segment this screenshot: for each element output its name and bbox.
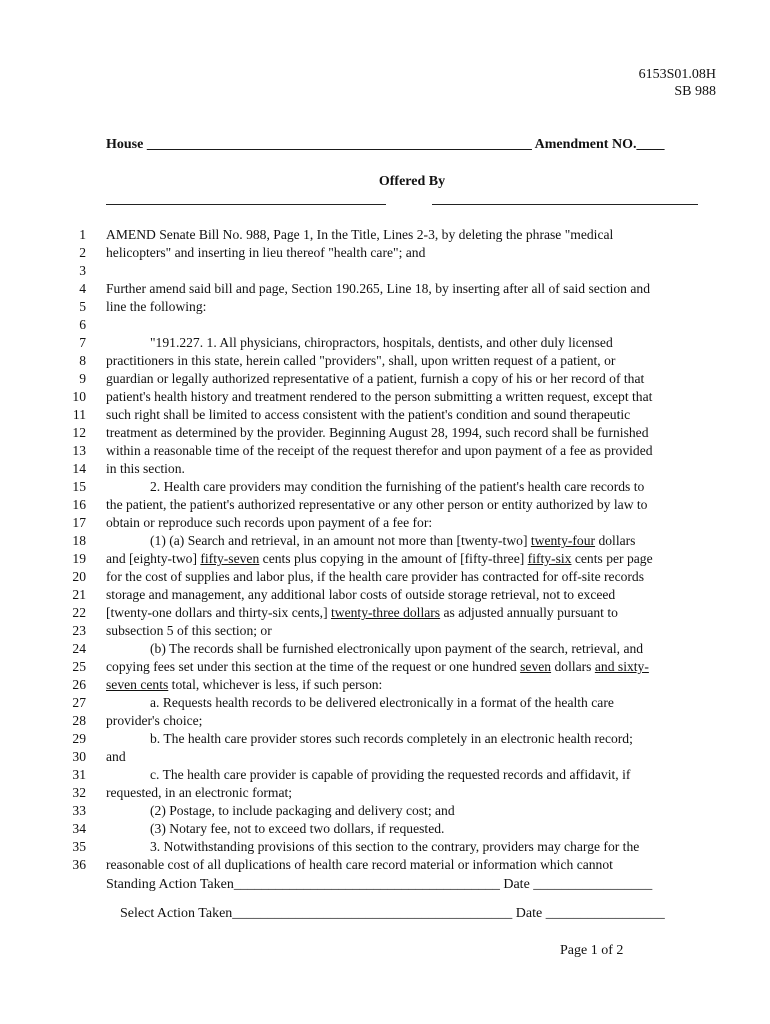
- line-number: 18: [72, 533, 86, 548]
- line-number: 14: [72, 461, 86, 476]
- text-segment: practitioners in this state, herein called "providers", shall, upon written request of a patient, or: [106, 353, 616, 368]
- line-number: 33: [72, 803, 86, 818]
- numbered-line: [56, 550, 726, 568]
- numbered-line: [56, 280, 726, 298]
- line-text: [106, 568, 726, 586]
- numbered-line: [56, 856, 726, 874]
- numbered-line: [56, 460, 726, 478]
- house-blank: _______________________________________________________: [146, 137, 532, 152]
- line-text: [106, 820, 726, 838]
- inserted-text: fifty-seven: [200, 551, 260, 566]
- line-text: [106, 280, 726, 298]
- numbered-line: [56, 532, 726, 550]
- text-segment: line the following:: [106, 299, 207, 314]
- text-segment: obtain or reproduce such records upon payment of a fee for:: [106, 515, 433, 530]
- numbered-line: [56, 442, 726, 460]
- signature-line-left: [106, 204, 386, 205]
- text-segment: requested, in an electronic format;: [106, 785, 293, 800]
- line-text: [106, 460, 726, 478]
- text-segment: helicopters" and inserting in lieu thereof "health care"; and: [106, 245, 426, 260]
- line-number: 31: [72, 767, 86, 782]
- line-text: [106, 856, 726, 874]
- line-text: [106, 370, 726, 388]
- numbered-line: [56, 316, 726, 334]
- text-segment: as adjusted annually pursuant to: [440, 605, 618, 620]
- page-number: Page 1 of 2: [560, 943, 624, 958]
- text-segment: reasonable cost of all duplications of health care record material or information which cannot: [106, 857, 613, 872]
- line-number: 7: [79, 335, 86, 350]
- line-text: [106, 388, 726, 406]
- amendment-label: Amendment NO.: [534, 137, 637, 152]
- text-segment: in this section.: [106, 461, 185, 476]
- numbered-line: [56, 262, 726, 280]
- numbered-line: [56, 604, 726, 622]
- numbered-line: [56, 298, 726, 316]
- line-number: 34: [72, 821, 86, 836]
- line-number: 13: [72, 443, 86, 458]
- text-segment: (b) The records shall be furnished electronically upon payment of the search, retrieval, and: [150, 641, 644, 656]
- line-number: 28: [72, 713, 86, 728]
- amendment-blank: ____: [636, 137, 665, 152]
- text-segment: AMEND Senate Bill No. 988, Page 1, In the Title, Lines 2-3, by deleting the phrase "medical: [106, 227, 614, 242]
- numbered-line: [56, 496, 726, 514]
- line-number: 10: [72, 389, 86, 404]
- text-segment: guardian or legally authorized representative of a patient, furnish a copy of his or her record of that: [106, 371, 645, 386]
- text-segment: storage and management, any additional labor costs of outside storage retrieval, not to exceed: [106, 587, 616, 602]
- text-segment: c. The health care provider is capable of providing the requested records and affidavit, if: [150, 767, 631, 782]
- line-text: [106, 262, 726, 280]
- text-segment: (3) Notary fee, not to exceed two dollars, if requested.: [150, 821, 445, 836]
- line-text: [106, 316, 726, 334]
- amendment-body: [56, 226, 726, 874]
- numbered-line: [56, 730, 726, 748]
- line-number: 21: [72, 587, 86, 602]
- bill-number: SB 988: [674, 84, 716, 99]
- numbered-line: [56, 406, 726, 424]
- text-segment: for the cost of supplies and labor plus, if the health care provider has contracted for off-site records: [106, 569, 645, 584]
- text-segment: cents per page: [571, 551, 653, 566]
- line-number: 16: [72, 497, 86, 512]
- text-segment: (2) Postage, to include packaging and delivery cost; and: [150, 803, 455, 818]
- line-number: 22: [72, 605, 86, 620]
- text-segment: and: [106, 749, 126, 764]
- inserted-text: and sixty-: [594, 659, 649, 674]
- numbered-line: [56, 802, 726, 820]
- numbered-line: [56, 838, 726, 856]
- numbered-line: [56, 622, 726, 640]
- line-text: [106, 532, 726, 550]
- numbered-line: [56, 244, 726, 262]
- house-amendment-line: [106, 137, 716, 153]
- line-text: [106, 658, 726, 676]
- line-number: 19: [72, 551, 86, 566]
- line-number: 6: [79, 317, 86, 332]
- standing-action-line: Standing Action Taken______________________________________ Date _________________: [106, 877, 653, 892]
- line-text: [106, 784, 726, 802]
- line-number: 5: [79, 299, 86, 314]
- line-number: 8: [79, 353, 86, 368]
- text-segment: copying fees set under this section at the time of the request or one hundred: [106, 659, 521, 674]
- line-text: [106, 586, 726, 604]
- text-segment: treatment as determined by the provider. Beginning August 28, 1994, such record shall be furnished: [106, 425, 649, 440]
- line-number: 26: [72, 677, 86, 692]
- text-segment: cents plus copying in the amount of [fifty-three]: [259, 551, 528, 566]
- line-number: 23: [72, 623, 86, 638]
- text-segment: a. Requests health records to be delivered electronically in a format of the health care: [150, 695, 614, 710]
- numbered-line: [56, 514, 726, 532]
- line-number: 36: [72, 857, 86, 872]
- line-number: 32: [72, 785, 86, 800]
- line-text: [106, 226, 726, 244]
- text-segment: "191.227. 1. All physicians, chiropractors, hospitals, dentists, and other duly licensed: [150, 335, 613, 350]
- numbered-line: [56, 712, 726, 730]
- text-segment: [twenty-one dollars and thirty-six cents,]: [106, 605, 331, 620]
- offered-by: Offered By: [378, 174, 446, 189]
- inserted-text: fifty-six: [527, 551, 572, 566]
- line-text: [106, 514, 726, 532]
- text-segment: dollars: [595, 533, 636, 548]
- numbered-line: [56, 784, 726, 802]
- line-text: [106, 802, 726, 820]
- numbered-line: [56, 586, 726, 604]
- line-text: [106, 640, 726, 658]
- numbered-line: [56, 226, 726, 244]
- doc-code: 6153S01.08H: [638, 67, 716, 82]
- line-text: [106, 406, 726, 424]
- line-text: [106, 334, 726, 352]
- text-segment: 2. Health care providers may condition the furnishing of the patient's health care records to: [150, 479, 645, 494]
- line-number: 24: [72, 641, 86, 656]
- text-segment: such right shall be limited to access consistent with the patient's condition and sound therapeutic: [106, 407, 631, 422]
- text-segment: total, whichever is less, if such person:: [168, 677, 383, 692]
- inserted-text: twenty-three dollars: [331, 605, 441, 620]
- numbered-line: [56, 658, 726, 676]
- line-number: 30: [72, 749, 86, 764]
- numbered-line: [56, 370, 726, 388]
- numbered-line: [56, 766, 726, 784]
- line-text: [106, 694, 726, 712]
- line-number: 15: [72, 479, 86, 494]
- numbered-line: [56, 352, 726, 370]
- numbered-line: [56, 478, 726, 496]
- text-segment: (1) (a) Search and retrieval, in an amount not more than [twenty-two]: [150, 533, 531, 548]
- inserted-text: twenty-four: [530, 533, 596, 548]
- text-segment: provider's choice;: [106, 713, 203, 728]
- line-text: [106, 730, 726, 748]
- line-text: [106, 496, 726, 514]
- line-text: [106, 424, 726, 442]
- line-text: [106, 676, 726, 694]
- numbered-line: [56, 694, 726, 712]
- house-label: House: [106, 137, 144, 152]
- text-segment: Further amend said bill and page, Section 190.265, Line 18, by inserting after all of said section and: [106, 281, 650, 296]
- numbered-line: [56, 676, 726, 694]
- line-text: [106, 352, 726, 370]
- line-number: 29: [72, 731, 86, 746]
- line-text: [106, 604, 726, 622]
- text-segment: 3. Notwithstanding provisions of this section to the contrary, providers may charge for the: [150, 839, 640, 854]
- line-text: [106, 766, 726, 784]
- text-segment: subsection 5 of this section; or: [106, 623, 272, 638]
- line-number: 20: [72, 569, 86, 584]
- line-number: 3: [79, 263, 86, 278]
- line-number: 12: [72, 425, 86, 440]
- line-number: 35: [72, 839, 86, 854]
- line-number: 4: [79, 281, 86, 296]
- numbered-line: [56, 334, 726, 352]
- line-number: 9: [79, 371, 86, 386]
- inserted-text: seven: [520, 659, 552, 674]
- document-code: [639, 66, 716, 100]
- numbered-line: [56, 388, 726, 406]
- line-text: [106, 712, 726, 730]
- line-text: [106, 478, 726, 496]
- line-text: [106, 298, 726, 316]
- line-number: 2: [79, 245, 86, 260]
- text-segment: the patient, the patient's authorized representative or any other person or entity authorized by law to: [106, 497, 648, 512]
- select-action-line: Select Action Taken________________________________________ Date _________________: [120, 906, 665, 921]
- signature-line-right: [432, 204, 698, 205]
- line-text: [106, 244, 726, 262]
- numbered-line: [56, 424, 726, 442]
- numbered-line: [56, 568, 726, 586]
- line-number: 1: [79, 227, 86, 242]
- line-text: [106, 838, 726, 856]
- text-segment: dollars: [551, 659, 595, 674]
- line-text: [106, 550, 726, 568]
- line-text: [106, 442, 726, 460]
- line-number: 25: [72, 659, 86, 674]
- line-number: 17: [72, 515, 86, 530]
- text-segment: patient's health history and treatment rendered to the person submitting a written request, except that: [106, 389, 653, 404]
- inserted-text: seven cents: [106, 677, 169, 692]
- text-segment: and [eighty-two]: [106, 551, 201, 566]
- text-segment: b. The health care provider stores such records completely in an electronic health record;: [150, 731, 633, 746]
- numbered-line: [56, 820, 726, 838]
- line-text: [106, 622, 726, 640]
- line-number: 27: [72, 695, 86, 710]
- text-segment: within a reasonable time of the receipt of the request therefor and upon payment of a fee as provided: [106, 443, 653, 458]
- line-text: [106, 748, 726, 766]
- line-number: 11: [72, 407, 86, 422]
- numbered-line: [56, 640, 726, 658]
- numbered-line: [56, 748, 726, 766]
